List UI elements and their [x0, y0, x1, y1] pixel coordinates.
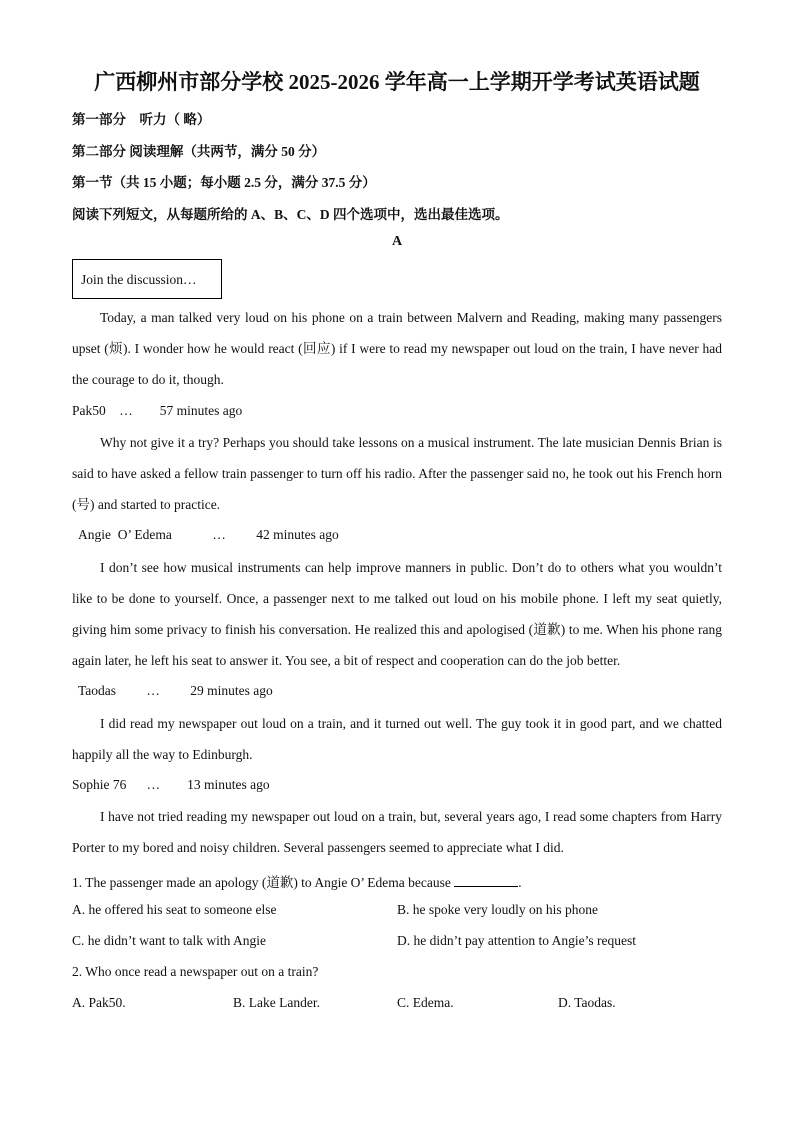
post-paragraph-2: Why not give it a try? Perhaps you should take lessons on a musical instrument. The late musician Dennis Brian is said to have asked a fellow train passenger to turn off his radio. After the passenger said no, he took out his French horn (号) and started to practice.: [72, 435, 722, 512]
q1-option-c: C. he didn’t want to talk with Angie: [72, 933, 266, 948]
q2-option-c: C. Edema.: [397, 995, 454, 1010]
post-meta-4: Sophie 76 … 13 minutes ago: [72, 777, 270, 792]
post-paragraph-1: Today, a man talked very loud on his phone on a train between Malvern and Reading, making many passengers upset (烦). I wonder how he would react (回应) if I were to read my newspaper out loud on the train, I have never had the courage to do it, though.: [72, 310, 722, 387]
post-paragraph-4: I did read my newspaper out loud on a train, and it turned out well. The guy took it in good part, and we chatted happily all the way to Edinburgh.: [72, 716, 722, 762]
section1-heading: 第一节（共 15 小题；每小题 2.5 分，满分 37.5 分）: [72, 175, 376, 190]
page-title: 广西柳州市部分学校 2025-2026 学年高一上学期开学考试英语试题: [94, 70, 700, 94]
q1-option-b: B. he spoke very loudly on his phone: [397, 902, 598, 917]
answer-blank: [454, 874, 518, 887]
question-1: 1. The passenger made an apology (道歉) to Angie O’ Edema because .: [72, 875, 522, 890]
q2-option-d: D. Taodas.: [558, 995, 616, 1010]
q2-option-a: A. Pak50.: [72, 995, 126, 1010]
post-paragraph-5: I have not tried reading my newspaper out loud on a train, but, several years ago, I read some chapters from Harry Porter to my bored and noisy children. Several passengers seemed to appreciate what I did.: [72, 809, 722, 855]
discussion-box: Join the discussion…: [72, 259, 222, 299]
q1-option-a: A. he offered his seat to someone else: [72, 902, 277, 917]
post-meta-1: Pak50 … 57 minutes ago: [72, 403, 243, 418]
part2-heading: 第二部分 阅读理解（共两节，满分 50 分）: [72, 144, 326, 159]
post-meta-2: Angie O’ Edema … 42 minutes ago: [78, 527, 339, 542]
post-paragraph-3: I don’t see how musical instruments can help improve manners in public. Don’t do to others what you wouldn’t like to be done to yourself. Once, a passenger next to me talked out loud on his mobile phone. I left my seat quietly, giving him some privacy to finish his conversation. He realized this and apologised (道歉) to me. When his phone rang again later, he left his seat to answer it. You see, a bit of respect and cooperation can do the job better.: [72, 560, 722, 668]
q1-option-d: D. he didn’t pay attention to Angie’s request: [397, 933, 636, 948]
question-1-stem: 1. The passenger made an apology (道歉) to Angie O’ Edema because: [72, 875, 451, 890]
passage-label: A: [391, 234, 403, 249]
question-2-stem: 2. Who once read a newspaper out on a train?: [72, 964, 319, 979]
instruction-text: 阅读下列短文，从每题所给的 A、B、C、D 四个选项中，选出最佳选项。: [72, 207, 509, 222]
post-meta-3: Taodas … 29 minutes ago: [78, 683, 273, 698]
part1-heading: 第一部分 听力（ 略）: [72, 112, 211, 127]
q2-option-b: B. Lake Lander.: [233, 995, 320, 1010]
